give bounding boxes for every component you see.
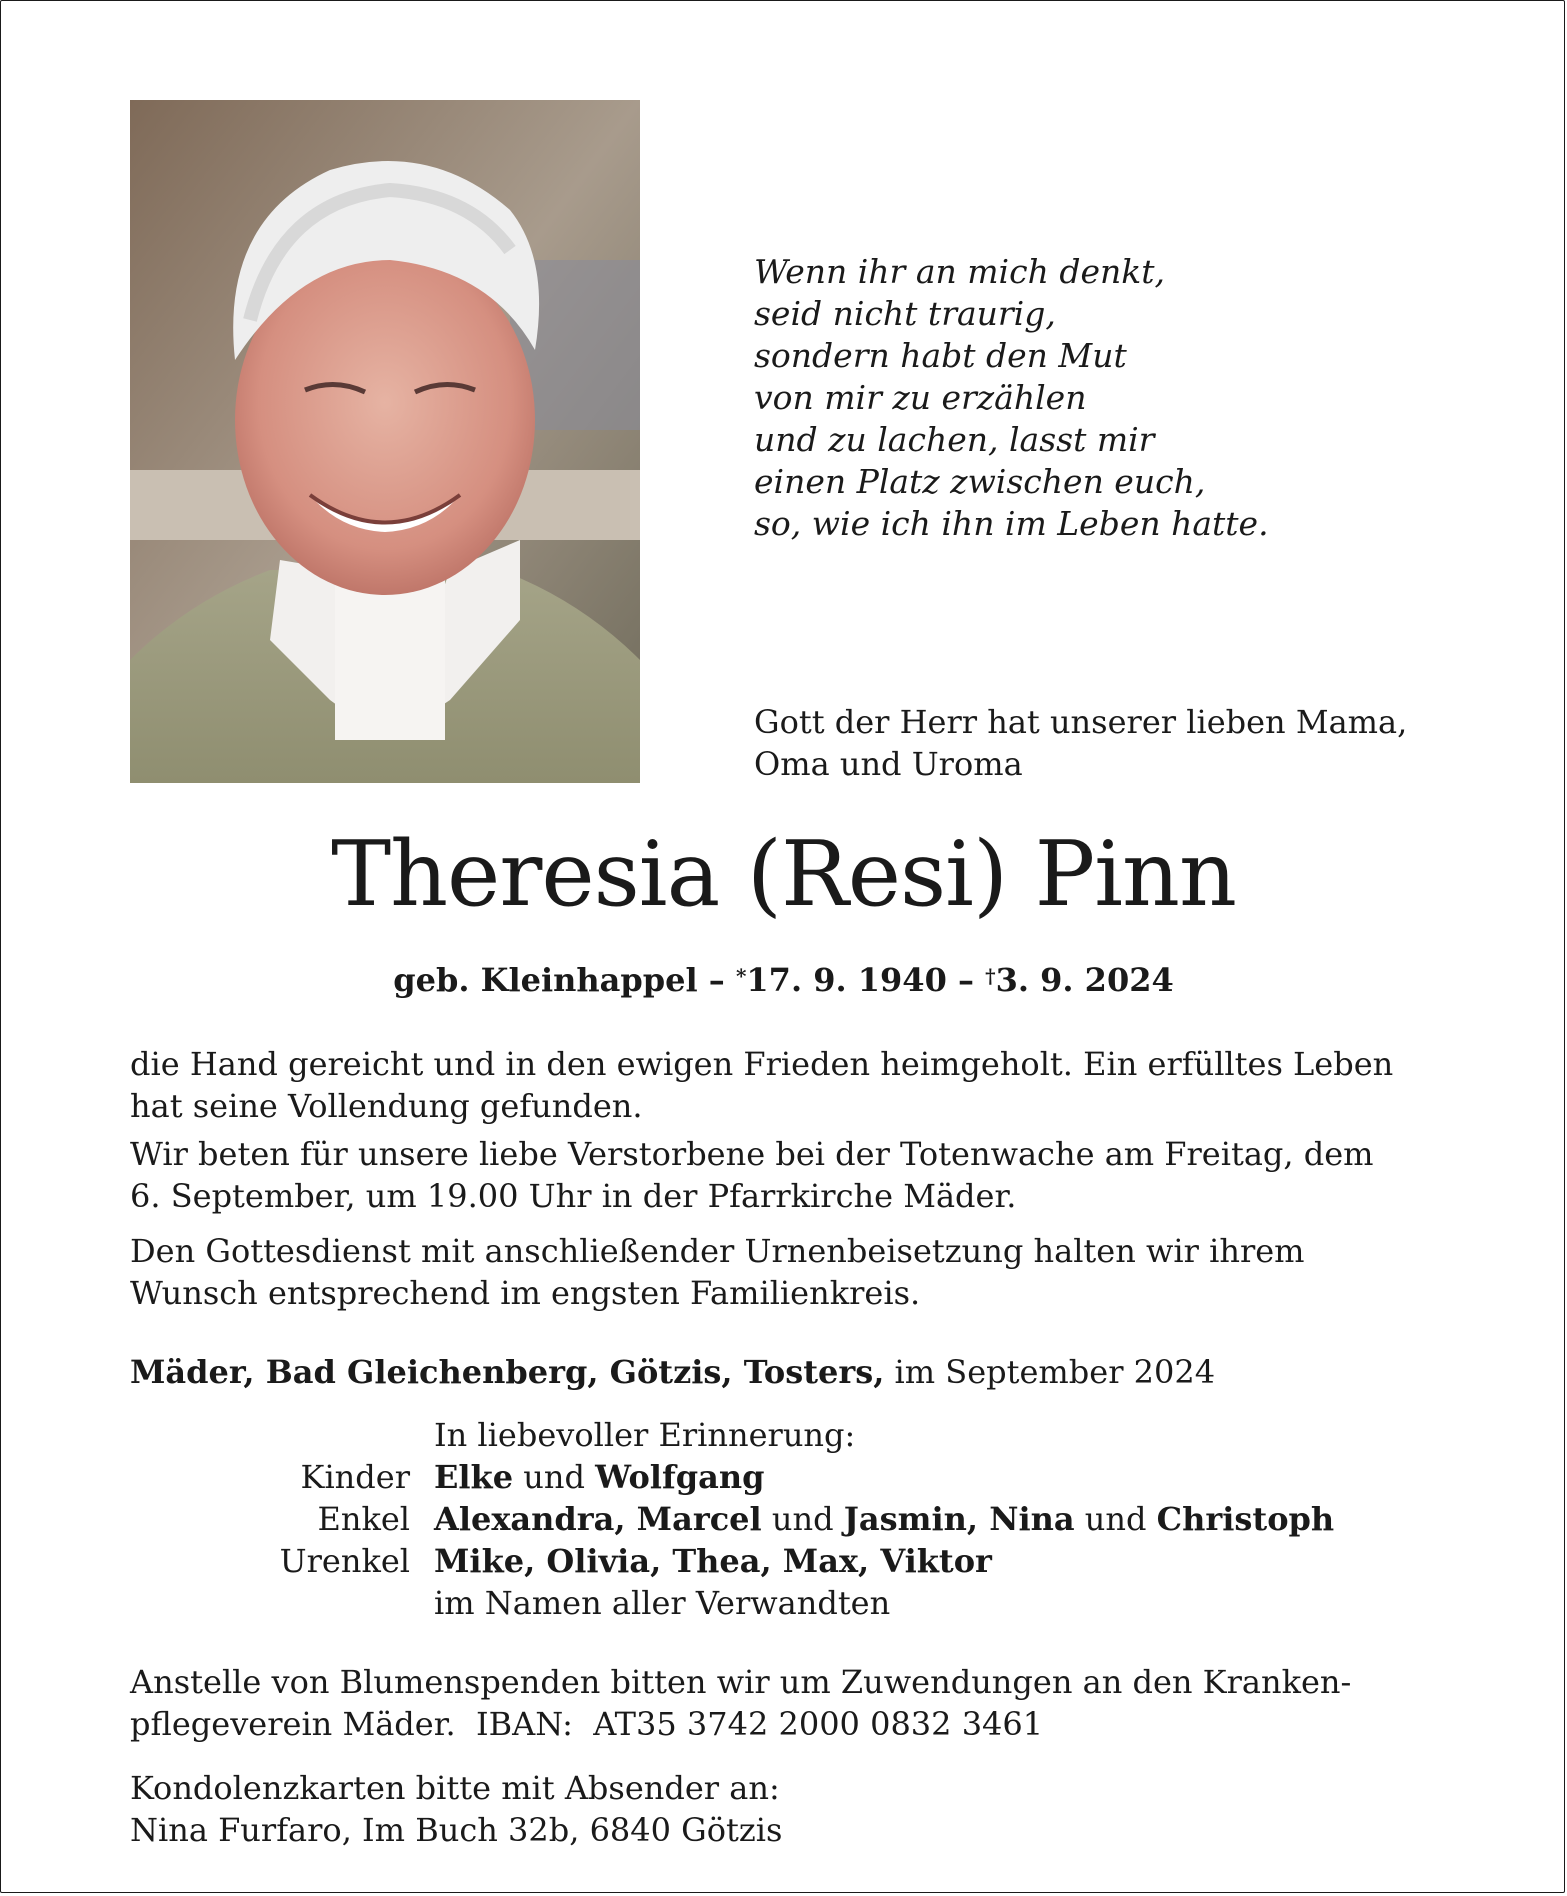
family-role: Kinder — [300, 1458, 410, 1496]
text-line: Wunsch entsprechend im engsten Familienkreis. — [130, 1274, 921, 1312]
family-row-kinder — [130, 1456, 1334, 1498]
poem-line: so, wie ich ihn im Leben hatte. — [754, 504, 1269, 543]
poem-line: und zu lachen, lasst mir — [754, 420, 1155, 459]
poem-line: Wenn ihr an mich denkt, — [754, 252, 1165, 291]
text-line: Den Gottesdienst mit anschließender Urnenbeisetzung halten wir ihrem — [130, 1232, 1305, 1270]
conjunction: und — [513, 1458, 596, 1496]
death-date: 3. 9. 2024 — [995, 961, 1174, 999]
family-names: Elke — [434, 1458, 514, 1496]
family-list — [130, 1414, 1334, 1624]
death-cross-icon: † — [985, 964, 996, 988]
family-row-urenkel — [130, 1540, 1334, 1582]
text-line: 6. September, um 19.00 Uhr in der Pfarrkirche Mäder. — [130, 1177, 1017, 1215]
dash: – — [957, 961, 974, 999]
birth-star-icon: * — [735, 964, 747, 988]
text-line: die Hand gereicht und in den ewigen Frieden heimgeholt. Ein erfülltes Leben — [130, 1045, 1394, 1083]
text-line: Nina Furfaro, Im Buch 32b, 6840 Götzis — [130, 1811, 783, 1849]
text-line: Anstelle von Blumenspenden bitten wir um Zuwendungen an den Kranken- — [130, 1663, 1352, 1701]
paragraph-farewell — [130, 1043, 1437, 1127]
text-line: Kondolenzkarten bitte mit Absender an: — [130, 1769, 780, 1807]
deceased-name: Theresia (Resi) Pinn — [331, 822, 1236, 927]
family-names: Jasmin, Nina — [843, 1500, 1075, 1538]
family-role: Enkel — [317, 1500, 410, 1538]
intro-line: Gott der Herr hat unserer lieben Mama, — [754, 703, 1408, 741]
dash: – — [708, 961, 725, 999]
paragraph-wake — [130, 1133, 1437, 1217]
poem-line: einen Platz zwischen euch, — [754, 462, 1206, 501]
conjunction: und — [761, 1500, 844, 1538]
family-names: Christoph — [1156, 1500, 1335, 1538]
places: Mäder, Bad Gleichenberg, Götzis, Tosters, — [130, 1353, 885, 1391]
intro-text — [754, 701, 1407, 785]
portrait-photo — [130, 100, 640, 783]
birth-date: 17. 9. 1940 — [746, 961, 947, 999]
poem — [754, 251, 1269, 545]
condolence-address — [130, 1767, 782, 1851]
conjunction: und — [1074, 1500, 1157, 1538]
text-line: pflegeverein Mäder. IBAN: AT35 3742 2000 0832 3461 — [130, 1705, 1044, 1743]
family-names: Alexandra, Marcel — [434, 1500, 762, 1538]
poem-line: seid nicht traurig, — [754, 294, 1056, 333]
family-names: Mike, Olivia, Thea, Max, Viktor — [434, 1542, 992, 1580]
intro-line: Oma und Uroma — [754, 745, 1023, 783]
text-line: Wir beten für unsere liebe Verstorbene bei der Totenwache am Freitag, dem — [130, 1135, 1374, 1173]
donation-note — [130, 1661, 1437, 1745]
poem-line: sondern habt den Mut — [754, 336, 1127, 375]
month-year: im September 2024 — [884, 1353, 1216, 1391]
family-row-enkel — [130, 1498, 1334, 1540]
birth-name: geb. Kleinhappel — [393, 961, 698, 999]
family-closing-row — [130, 1582, 1334, 1624]
family-names: Wolfgang — [595, 1458, 765, 1496]
text-line: hat seine Vollendung gefunden. — [130, 1087, 643, 1125]
life-dates — [0, 960, 1567, 1000]
family-heading-row — [130, 1414, 1334, 1456]
family-role: Urenkel — [279, 1542, 410, 1580]
poem-line: von mir zu erzählen — [754, 378, 1087, 417]
family-closing: im Namen aller Verwandten — [434, 1584, 891, 1622]
places-and-date — [130, 1351, 1215, 1393]
family-heading: In liebevoller Erinnerung: — [434, 1416, 856, 1454]
paragraph-service — [130, 1230, 1437, 1314]
